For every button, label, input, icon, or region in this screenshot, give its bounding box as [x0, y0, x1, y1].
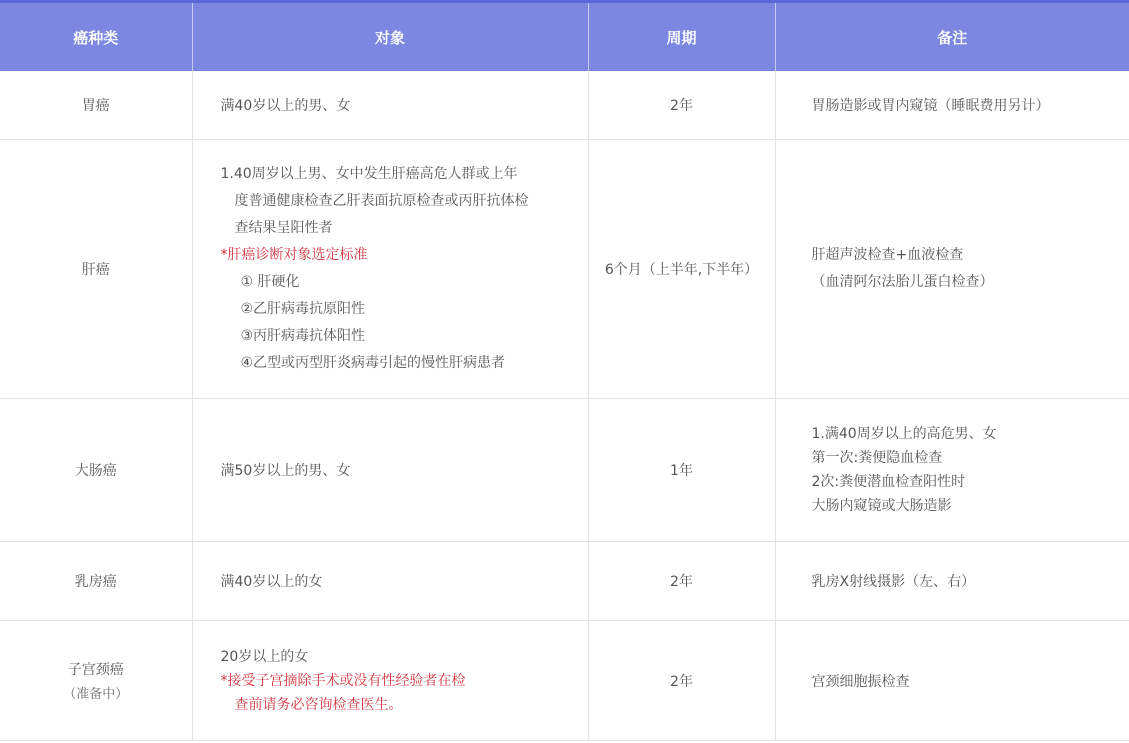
- note-line: 第一次:粪便隐血检查: [811, 450, 943, 466]
- cell-note: [775, 140, 1129, 399]
- cell-type: 乳房癌: [0, 542, 192, 621]
- target-line: 20岁以上的女: [220, 648, 309, 665]
- table-row-stomach: [0, 71, 1129, 140]
- target-line: 1.40周岁以上男、女中发生肝癌高危人群或上年: [220, 166, 518, 182]
- note-line: 2次:粪便潜血检查阳性时: [811, 474, 966, 490]
- target-line: 度普通健康检查乙肝表面抗原检查或丙肝抗体检: [234, 193, 529, 209]
- cell-type: 大肠癌: [0, 399, 192, 542]
- header-note: 备注: [775, 3, 1129, 71]
- note-line: （血清阿尔法胎儿蛋白检查）: [811, 274, 994, 290]
- header-cancer-type: 癌种类: [0, 3, 192, 71]
- header-cycle: 周期: [588, 3, 775, 71]
- type-status: （准备中）: [63, 687, 129, 702]
- cell-cycle: 6个月（上半年,下半年）: [588, 140, 775, 399]
- cell-target: 满40岁以上的女: [192, 542, 588, 621]
- cell-note: 胃肠造影或胃内窥镜（睡眠费用另计）: [775, 71, 1129, 140]
- cell-target: 满40岁以上的男、女: [192, 71, 588, 140]
- target-line: 查结果呈阳性者: [234, 220, 333, 236]
- table-row-cervical: [0, 621, 1129, 741]
- criteria-item: ④乙型或丙型肝炎病毒引起的慢性肝病患者: [240, 355, 506, 371]
- table-header-row: [0, 3, 1129, 71]
- note-line: 大肠内窥镜或大肠造影: [811, 498, 952, 514]
- cell-cycle: 1年: [588, 399, 775, 542]
- cell-type: 肝癌: [0, 140, 192, 399]
- note-line: 肝超声波检查+血液检查: [811, 247, 964, 263]
- note-line: 1.满40周岁以上的高危男、女: [811, 426, 997, 442]
- criteria-item: ②乙肝病毒抗原阳性: [240, 301, 366, 317]
- criteria-item: ① 肝硬化: [240, 274, 300, 290]
- header-target: 对象: [192, 3, 588, 71]
- cell-target: 满50岁以上的男、女: [192, 399, 588, 542]
- cell-type: [0, 621, 192, 741]
- warning-line: *接受子宫摘除手术或没有性经验者在检: [220, 672, 466, 689]
- cancer-screening-table: [0, 3, 1129, 741]
- table-row-liver: [0, 140, 1129, 399]
- cell-target: [192, 621, 588, 741]
- cell-type: 胃癌: [0, 71, 192, 140]
- cell-note: 乳房X射线摄影（左、右）: [775, 542, 1129, 621]
- cell-cycle: 2年: [588, 71, 775, 140]
- cell-note: [775, 399, 1129, 542]
- cell-cycle: 2年: [588, 542, 775, 621]
- criteria-title: *肝癌诊断对象选定标准: [220, 247, 368, 263]
- warning-line: 查前请务必咨询检查医生。: [234, 696, 403, 713]
- table-row-colorectal: [0, 399, 1129, 542]
- cell-target: [192, 140, 588, 399]
- table-row-breast: [0, 542, 1129, 621]
- criteria-item: ③丙肝病毒抗体阳性: [240, 328, 366, 344]
- cell-note: 宫颈细胞振检查: [775, 621, 1129, 741]
- type-label: 子宫颈癌: [67, 662, 124, 678]
- cell-cycle: 2年: [588, 621, 775, 741]
